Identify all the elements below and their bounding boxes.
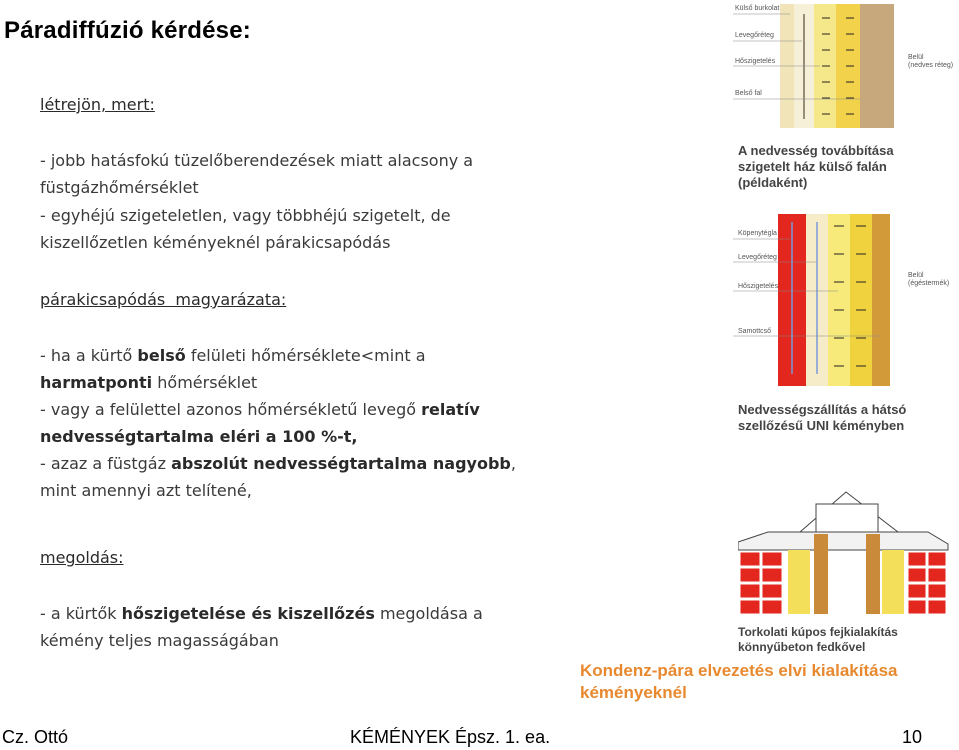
- explanation-line-4: nedvességtartalma eléri a 100 %-t,: [40, 427, 358, 446]
- fig1-label-2: Hőszigetelés: [735, 58, 776, 65]
- fig2-label-2: Hőszigetelés: [738, 283, 779, 290]
- fig2-side-1: Belül: [908, 272, 924, 279]
- chimney-arrows: [730, 214, 959, 386]
- fig1-caption: A nedvesség továbbítása szigetelt ház külső falán (példaként): [738, 143, 894, 190]
- page-title: Páradiffúzió kérdése:: [4, 17, 251, 44]
- explanation-block: [40, 342, 516, 504]
- figure-chimney-layers: [730, 214, 959, 386]
- explanation-line-6: mint amennyi azt telítené,: [40, 481, 252, 500]
- explanation-line-1: - ha a kürtő belső felületi hőmérséklete<mint a: [40, 346, 426, 365]
- condensate-title: Kondenz-pára elvezetés elvi kialakítása kéményeknél: [580, 661, 898, 702]
- explanation-line-3: - vagy a felülettel azonos hőmérsékletű levegő relatív: [40, 400, 480, 419]
- reason-2: - egyhéjú szigeteletlen, vagy többhéjú szigetelt, de kiszellőzetlen kéményeknél párakicsapódás: [40, 206, 451, 252]
- explanation-line-2: harmatponti hőmérséklet: [40, 373, 258, 392]
- heading-magyarazat: párakicsapódás magyarázata:: [40, 290, 287, 309]
- fig1-label-1: Levegőréteg: [735, 32, 774, 39]
- solution-block: [40, 600, 483, 654]
- fig2-side-2: (égéstermék): [908, 280, 950, 287]
- footer-page-number: 10: [902, 727, 923, 747]
- heading-megoldas: megoldás:: [40, 548, 124, 567]
- fig1-side-2: (nedves réteg): [908, 62, 954, 69]
- figure-wall-diagram: [730, 4, 959, 128]
- reason-1: - jobb hatásfokú tüzelőberendezések miatt alacsony a füstgázhőmérséklet: [40, 151, 474, 197]
- heading-letrejon: létrejön, mert:: [40, 95, 155, 114]
- fig2-label-0: Köpenytégla: [738, 230, 777, 237]
- solution-line-2: kémény teljes magasságában: [40, 631, 279, 650]
- fig1-side-1: Belül: [908, 54, 924, 61]
- fig2-caption: Nedvességszállítás a hátsó szellőzésű UNI kéményben: [738, 402, 907, 433]
- solution-line-1: - a kürtők hőszigetelése és kiszellőzés megoldása a: [40, 604, 483, 623]
- fig2-label-3: Samottcső: [738, 328, 772, 335]
- fig1-label-3: Belső fal: [735, 90, 762, 97]
- fig3-caption: Torkolati kúpos fejkialakítás könnyűbeton fedkővel: [738, 625, 898, 654]
- explanation-line-5: - azaz a füstgáz abszolút nedvességtartalma nagyobb,: [40, 454, 516, 473]
- footer-course: KÉMÉNYEK Épsz. 1. ea.: [350, 727, 551, 747]
- figure-chimney-cap: [738, 484, 954, 614]
- footer-author: Cz. Ottó: [2, 727, 69, 747]
- fig1-label-0: Külső burkolat: [735, 5, 780, 12]
- fig2-label-1: Levegőréteg: [738, 254, 777, 261]
